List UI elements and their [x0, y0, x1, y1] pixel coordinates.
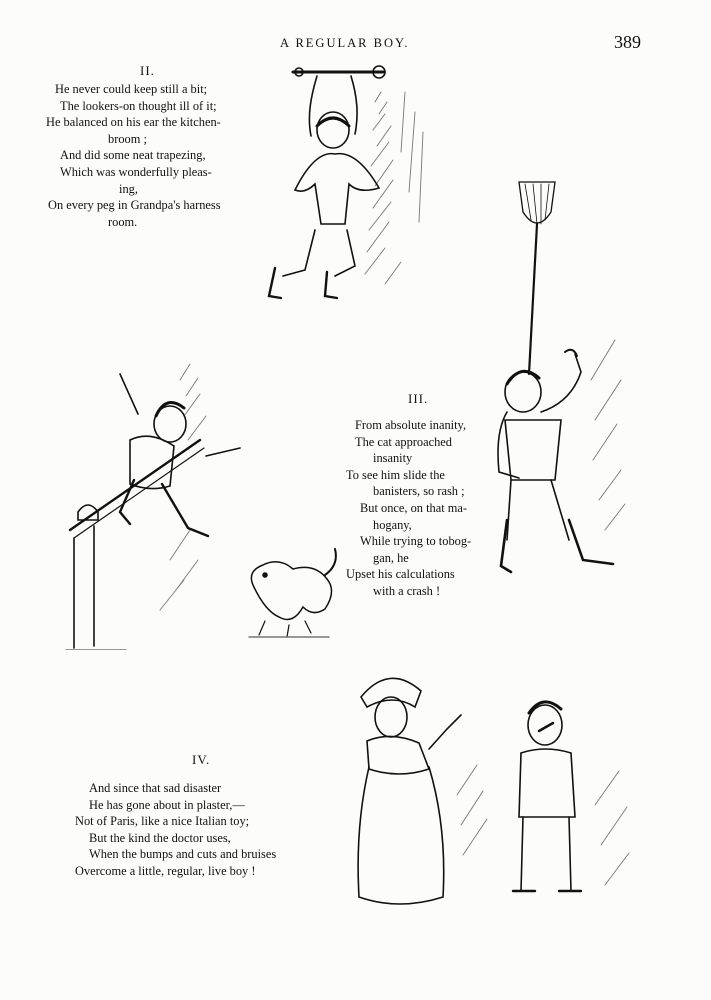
verse-line: Not of Paris, like a nice Italian toy;: [75, 814, 250, 829]
illustration-boy-falling-from-banister: [50, 360, 250, 650]
verse-line: While trying to tobog-: [360, 534, 472, 549]
verse-line: room.: [108, 214, 138, 229]
verse-line: But the kind the doctor uses,: [89, 830, 231, 845]
verse-line: ing,: [119, 181, 138, 196]
verse-line: On every peg in Grandpa's harness: [48, 198, 221, 213]
verse-line: with a crash !: [373, 583, 441, 598]
illustration-boy-hanging-from-peg: [255, 62, 435, 307]
verse-line: broom ;: [108, 131, 147, 146]
stanza-4: [75, 780, 276, 880]
verse-line: insanity: [373, 451, 413, 466]
stanza-number-3: III.: [408, 391, 429, 406]
stanza-number-4: IV.: [192, 752, 211, 767]
verse-line: banisters, so rash ;: [373, 484, 465, 499]
illustration-girl-and-bandaged-boy: [345, 665, 645, 925]
verse-line: He has gone about in plaster,—: [89, 797, 245, 812]
stanza-number-2: II.: [140, 63, 155, 78]
illustration-boy-balancing-broom: [495, 180, 640, 590]
illustration-startled-cat: [245, 545, 340, 640]
verse-line: And did some neat trapezing,: [60, 148, 206, 163]
verse-line: Upset his calculations: [346, 567, 455, 582]
verse-line: The cat approached: [355, 434, 453, 449]
verse-line: hogany,: [373, 517, 412, 532]
page-number: 389: [614, 32, 641, 52]
verse-line: The lookers-on thought ill of it;: [60, 98, 217, 113]
stanza-2: [46, 81, 221, 230]
running-title: A REGULAR BOY.: [280, 36, 410, 50]
verse-line: Which was wonderfully pleas-: [60, 164, 212, 179]
stanza-3: [346, 417, 471, 600]
verse-line: Overcome a little, regular, live boy !: [75, 863, 256, 878]
verse-line: When the bumps and cuts and bruises: [89, 847, 277, 862]
verse-line: To see him slide the: [346, 467, 445, 482]
verse-line: He never could keep still a bit;: [55, 82, 208, 96]
verse-line: gan, he: [373, 550, 409, 565]
verse-line: He balanced on his ear the kitchen-: [46, 115, 221, 130]
verse-line: And since that sad disaster: [89, 781, 222, 795]
verse-line: From absolute inanity,: [355, 418, 467, 432]
verse-line: But once, on that ma-: [360, 500, 468, 515]
